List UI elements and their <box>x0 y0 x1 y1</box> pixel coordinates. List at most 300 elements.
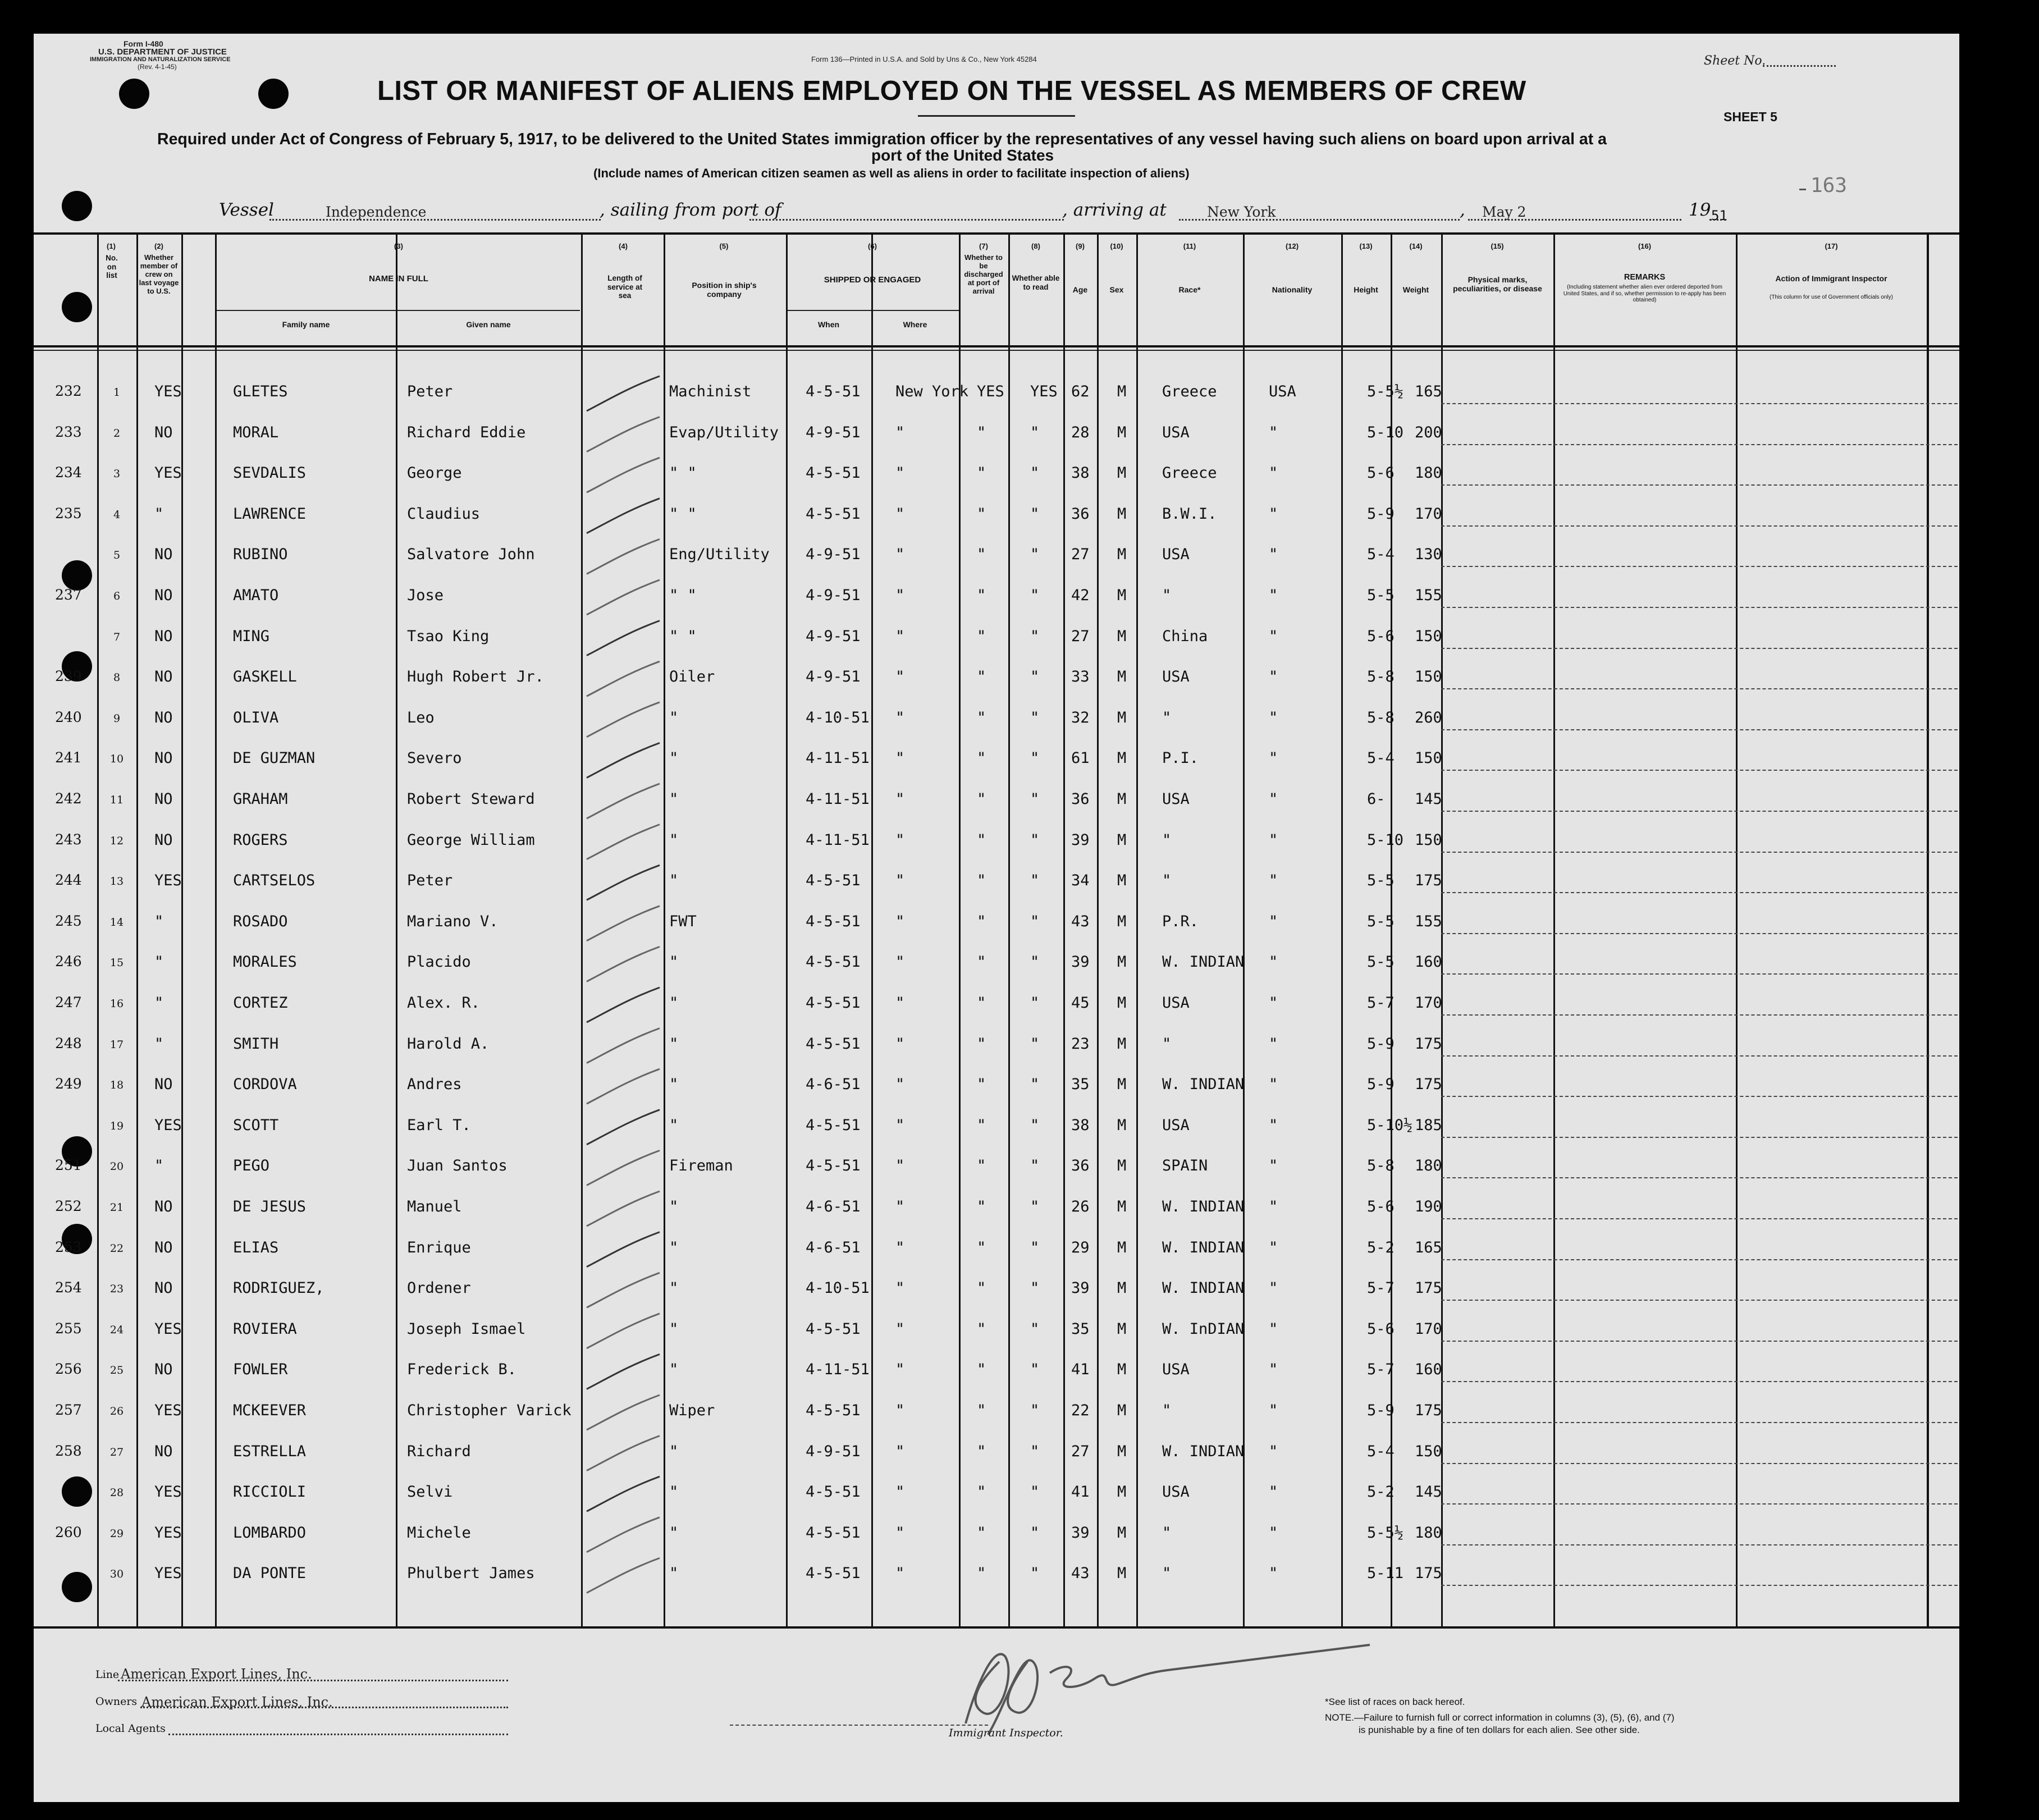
row-race: " <box>1162 1402 1172 1419</box>
row-shipped-where: New York <box>895 383 969 400</box>
row-given-name: Harold A. <box>407 1035 490 1053</box>
col-3a-header: Family name <box>282 320 330 329</box>
row-previous-voyage: " <box>154 1035 164 1053</box>
row-position: Eng/Utility <box>669 546 770 564</box>
row-shipped-when: 4-6-51 <box>806 1198 861 1215</box>
col-8-header: Whether able to read <box>1012 274 1060 291</box>
row-able-to-read: " <box>1030 1035 1040 1053</box>
service-slash-mark <box>587 784 660 818</box>
row-family-name: MCKEEVER <box>233 1402 307 1419</box>
row-number: 25 <box>109 1364 124 1377</box>
row-able-to-read: " <box>1030 912 1040 930</box>
service-slash-mark <box>587 1436 660 1471</box>
row-able-to-read: " <box>1030 1524 1040 1542</box>
row-race: USA <box>1162 1361 1190 1379</box>
row-able-to-read: " <box>1030 1238 1040 1256</box>
row-able-to-read: " <box>1030 953 1040 971</box>
row-shipped-when: 4-9-51 <box>806 627 861 645</box>
row-age: 42 <box>1071 587 1090 604</box>
row-family-name: ROSADO <box>233 912 288 930</box>
row-discharged: " <box>977 627 986 645</box>
row-nationality: " <box>1269 1483 1278 1501</box>
row-position: " <box>669 831 679 849</box>
row-position: " <box>669 1035 679 1053</box>
row-nationality: " <box>1269 953 1278 971</box>
line-value: American Export Lines, Inc. <box>121 1666 312 1682</box>
row-race: W. INDIAN <box>1162 1279 1245 1297</box>
year-suffix: 51 <box>1711 208 1727 223</box>
row-shipped-where: " <box>895 749 905 767</box>
row-height: 5-8 <box>1367 708 1395 726</box>
local-agents-field <box>168 1734 508 1735</box>
col-2-num: (2) <box>154 242 163 250</box>
row-nationality: " <box>1269 1320 1278 1338</box>
row-serial: 256 <box>55 1361 82 1378</box>
col-11-header: Race* <box>1178 285 1201 294</box>
row-nationality: " <box>1269 505 1278 523</box>
row-able-to-read: " <box>1030 1320 1040 1338</box>
row-position: " " <box>669 627 697 645</box>
row-position: " <box>669 1565 679 1583</box>
row-number: 10 <box>109 753 124 766</box>
row-shipped-where: " <box>895 505 905 523</box>
manifest-page <box>34 34 1959 1802</box>
service-slash-mark <box>587 1069 660 1104</box>
row-shipped-where: " <box>895 1524 905 1542</box>
row-able-to-read: " <box>1030 1361 1040 1379</box>
col-6-header: SHIPPED OR ENGAGED <box>824 275 921 285</box>
row-weight: 130 <box>1415 546 1442 564</box>
col-17-header: Action of Immigrant Inspector <box>1775 274 1887 283</box>
row-previous-voyage: YES <box>154 1116 182 1134</box>
row-discharged: " <box>977 831 986 849</box>
row-given-name: Andres <box>407 1076 462 1094</box>
row-height: 5-5 <box>1367 912 1395 930</box>
row-previous-voyage: NO <box>154 1442 173 1460</box>
row-age: 36 <box>1071 505 1090 523</box>
row-shipped-when: 4-5-51 <box>806 912 861 930</box>
row-sex: M <box>1117 790 1127 808</box>
row-shipped-where: " <box>895 464 905 482</box>
row-previous-voyage: NO <box>154 546 173 564</box>
row-nationality: " <box>1269 1116 1278 1134</box>
row-given-name: Phulbert James <box>407 1565 535 1583</box>
row-position: " " <box>669 505 697 523</box>
row-number: 27 <box>109 1446 124 1458</box>
row-number: 24 <box>109 1323 124 1336</box>
arrival-port: New York <box>1207 204 1276 220</box>
row-previous-voyage: NO <box>154 708 173 726</box>
row-serial: 253 <box>55 1238 82 1255</box>
row-able-to-read: " <box>1030 831 1040 849</box>
row-sex: M <box>1117 1076 1127 1094</box>
row-able-to-read: " <box>1030 1157 1040 1175</box>
row-shipped-when: 4-5-51 <box>806 464 861 482</box>
service-slash-mark <box>587 417 660 452</box>
row-shipped-where: " <box>895 708 905 726</box>
row-shipped-when: 4-5-51 <box>806 383 861 400</box>
service-slash-mark <box>587 1273 660 1307</box>
row-able-to-read: " <box>1030 1279 1040 1297</box>
row-race: P.I. <box>1162 749 1199 767</box>
row-number: 1 <box>113 386 121 399</box>
row-shipped-when: 4-5-51 <box>806 1157 861 1175</box>
row-previous-voyage: " <box>154 994 164 1012</box>
col-7-num: (7) <box>979 242 988 250</box>
row-previous-voyage: NO <box>154 627 173 645</box>
row-number: 29 <box>109 1527 124 1540</box>
row-height: 5-5½ <box>1367 1524 1404 1542</box>
row-age: 39 <box>1071 953 1090 971</box>
row-age: 22 <box>1071 1402 1090 1419</box>
row-nationality: " <box>1269 831 1278 849</box>
row-serial: 239 <box>55 668 82 685</box>
printer-note: Form 136—Printed in U.S.A. and Sold by Uns & Co., New York 45284 <box>811 55 1037 63</box>
col-3-header: NAME IN FULL <box>369 274 428 283</box>
service-slash-mark <box>587 946 660 981</box>
row-able-to-read: " <box>1030 505 1040 523</box>
col-16-instructions: (Including statement whether alien ever ordered deported from United States, and if so, whether permission to re-apply has been obtained) <box>1563 284 1726 303</box>
row-discharged: " <box>977 1116 986 1134</box>
row-able-to-read: " <box>1030 1116 1040 1134</box>
row-shipped-when: 4-5-51 <box>806 1483 861 1501</box>
row-nationality: " <box>1269 1279 1278 1297</box>
row-discharged: " <box>977 668 986 686</box>
row-height: 5-5½ <box>1367 383 1404 400</box>
row-sex: M <box>1117 1198 1127 1215</box>
row-shipped-where: " <box>895 1279 905 1297</box>
row-previous-voyage: YES <box>154 1483 182 1501</box>
service-slash-mark <box>587 458 660 492</box>
row-nationality: " <box>1269 1565 1278 1583</box>
row-given-name: Leo <box>407 708 435 726</box>
row-weight: 170 <box>1415 1320 1442 1338</box>
row-given-name: Jose <box>407 587 444 604</box>
row-shipped-where: " <box>895 912 905 930</box>
row-previous-voyage: NO <box>154 749 173 767</box>
vessel-label: Vessel <box>219 200 274 220</box>
row-age: 45 <box>1071 994 1090 1012</box>
row-age: 35 <box>1071 1076 1090 1094</box>
row-height: 6- <box>1367 790 1386 808</box>
row-sex: M <box>1117 1402 1127 1419</box>
row-weight: 145 <box>1415 1483 1442 1501</box>
subtitle-line-2: port of the United States <box>871 147 1054 164</box>
sailing-label: , sailing from port of <box>600 200 781 220</box>
row-weight: 180 <box>1415 464 1442 482</box>
row-sex: M <box>1117 505 1127 523</box>
row-age: 23 <box>1071 1035 1090 1053</box>
row-shipped-when: 4-5-51 <box>806 505 861 523</box>
row-race: " <box>1162 587 1172 604</box>
row-weight: 190 <box>1415 1198 1442 1215</box>
row-previous-voyage: NO <box>154 1238 173 1256</box>
row-previous-voyage: NO <box>154 423 173 441</box>
row-shipped-when: 4-6-51 <box>806 1238 861 1256</box>
row-able-to-read: " <box>1030 872 1040 890</box>
row-able-to-read: " <box>1030 627 1040 645</box>
row-race: " <box>1162 1565 1172 1583</box>
row-height: 5-8 <box>1367 1157 1395 1175</box>
row-position: " <box>669 1442 679 1460</box>
row-number: 20 <box>109 1160 124 1173</box>
row-family-name: CARTSELOS <box>233 872 316 890</box>
row-sex: M <box>1117 1157 1127 1175</box>
row-previous-voyage: YES <box>154 872 182 890</box>
row-race: Greece <box>1162 464 1217 482</box>
row-serial: 244 <box>55 872 82 889</box>
row-position: " <box>669 1198 679 1215</box>
row-given-name: Juan Santos <box>407 1157 508 1175</box>
row-sex: M <box>1117 1238 1127 1256</box>
arrival-date: May 2 <box>1482 204 1526 220</box>
row-position: " " <box>669 464 697 482</box>
row-sex: M <box>1117 668 1127 686</box>
line-label: Line <box>95 1668 120 1681</box>
row-number: 30 <box>109 1568 124 1581</box>
col-4-header: Length of service at sea <box>607 274 643 300</box>
service-slash-mark <box>587 743 660 778</box>
row-height: 5-7 <box>1367 1279 1395 1297</box>
col-11-num: (11) <box>1183 242 1196 250</box>
row-sex: M <box>1117 994 1127 1012</box>
row-position: Oiler <box>669 668 715 686</box>
row-nationality: " <box>1269 1442 1278 1460</box>
row-sex: M <box>1117 1279 1127 1297</box>
row-serial: 246 <box>55 953 82 970</box>
row-previous-voyage: NO <box>154 1198 173 1215</box>
row-age: 28 <box>1071 423 1090 441</box>
row-given-name: George William <box>407 831 535 849</box>
row-height: 5-7 <box>1367 994 1395 1012</box>
row-weight: 180 <box>1415 1524 1442 1542</box>
row-family-name: DA PONTE <box>233 1565 307 1583</box>
page-stamp-number: 163 <box>1811 174 1848 197</box>
service-slash-mark <box>587 987 660 1022</box>
agency-line-1: U.S. DEPARTMENT OF JUSTICE <box>98 47 227 57</box>
penalty-note-2: is punishable by a fine of ten dollars for each alien. See other side. <box>1359 1725 1640 1735</box>
sheet-number-text: Sheet No. <box>1704 54 1766 68</box>
row-height: 5-9 <box>1367 1402 1395 1419</box>
owners-value: American Export Lines, Inc. <box>141 1694 333 1710</box>
row-discharged: " <box>977 1565 986 1583</box>
row-serial: 248 <box>55 1035 82 1051</box>
row-height: 5-4 <box>1367 749 1395 767</box>
row-given-name: Peter <box>407 383 453 400</box>
row-shipped-where: " <box>895 1442 905 1460</box>
row-age: 36 <box>1071 1157 1090 1175</box>
row-able-to-read: " <box>1030 464 1040 482</box>
row-shipped-when: 4-10-51 <box>806 708 870 726</box>
col-9-num: (9) <box>1076 242 1085 250</box>
row-weight: 150 <box>1415 1442 1442 1460</box>
subtitle-line-3: (Include names of American citizen seamen as well as aliens in order to facilitate inspection of aliens) <box>593 166 1190 180</box>
row-family-name: ROVIERA <box>233 1320 297 1338</box>
row-discharged: " <box>977 1076 986 1094</box>
service-slash-mark <box>587 1110 660 1145</box>
row-discharged: " <box>977 1361 986 1379</box>
row-height: 5-2 <box>1367 1483 1395 1501</box>
row-nationality: " <box>1269 423 1278 441</box>
col-15-header: Physical marks, peculiarities, or disease <box>1453 275 1542 294</box>
row-shipped-where: " <box>895 1361 905 1379</box>
row-sex: M <box>1117 912 1127 930</box>
row-number: 28 <box>109 1487 124 1499</box>
row-family-name: LOMBARDO <box>233 1524 307 1542</box>
col-2-header: Whether member of crew on last voyage to U.S. <box>139 253 179 295</box>
row-age: 27 <box>1071 627 1090 645</box>
row-serial: 249 <box>55 1076 82 1092</box>
row-number: 17 <box>109 1038 124 1051</box>
service-slash-mark <box>587 906 660 941</box>
row-able-to-read: " <box>1030 423 1040 441</box>
year-prefix: 19 <box>1689 200 1711 220</box>
date-comma: , <box>1460 200 1465 220</box>
row-shipped-when: 4-10-51 <box>806 1279 870 1297</box>
row-height: 5-11 <box>1367 1565 1404 1583</box>
service-slash-mark <box>587 1354 660 1389</box>
row-position: FWT <box>669 912 697 930</box>
row-shipped-when: 4-9-51 <box>806 587 861 604</box>
service-slash-mark <box>587 1028 660 1063</box>
row-given-name: Selvi <box>407 1483 453 1501</box>
row-family-name: LAWRENCE <box>233 505 307 523</box>
row-shipped-where: " <box>895 1116 905 1134</box>
row-number: 3 <box>113 468 121 481</box>
row-sex: M <box>1117 587 1127 604</box>
row-family-name: DE JESUS <box>233 1198 307 1215</box>
row-sex: M <box>1117 1116 1127 1134</box>
row-family-name: RODRIGUEZ, <box>233 1279 324 1297</box>
row-age: 27 <box>1071 1442 1090 1460</box>
row-previous-voyage: " <box>154 505 164 523</box>
row-age: 38 <box>1071 1116 1090 1134</box>
row-number: 15 <box>109 957 124 970</box>
row-family-name: ELIAS <box>233 1238 279 1256</box>
row-race: B.W.I. <box>1162 505 1217 523</box>
row-family-name: SMITH <box>233 1035 279 1053</box>
row-nationality: " <box>1269 1076 1278 1094</box>
row-number: 2 <box>113 427 121 440</box>
row-race: USA <box>1162 790 1190 808</box>
row-family-name: PEGO <box>233 1157 270 1175</box>
row-weight: 175 <box>1415 872 1442 890</box>
row-shipped-when: 4-9-51 <box>806 668 861 686</box>
row-sex: M <box>1117 872 1127 890</box>
service-slash-mark <box>587 825 660 859</box>
row-able-to-read: " <box>1030 668 1040 686</box>
row-family-name: GASKELL <box>233 668 297 686</box>
row-position: " " <box>669 587 697 604</box>
col-17-num: (17) <box>1825 242 1838 250</box>
col-12-header: Nationality <box>1272 285 1313 294</box>
row-weight: 150 <box>1415 749 1442 767</box>
row-previous-voyage: YES <box>154 383 182 400</box>
row-family-name: FOWLER <box>233 1361 288 1379</box>
service-slash-mark <box>587 1558 660 1593</box>
row-nationality: USA <box>1269 383 1296 400</box>
row-weight: 175 <box>1415 1279 1442 1297</box>
col-3b-header: Given name <box>466 320 511 329</box>
row-given-name: Richard <box>407 1442 471 1460</box>
row-previous-voyage: YES <box>154 1524 182 1542</box>
row-position: " <box>669 1279 679 1297</box>
col-9-header: Age <box>1072 285 1088 294</box>
row-previous-voyage: YES <box>154 1565 182 1583</box>
row-shipped-when: 4-9-51 <box>806 1442 861 1460</box>
col-13-header: Height <box>1354 285 1378 294</box>
row-shipped-where: " <box>895 627 905 645</box>
row-nationality: " <box>1269 912 1278 930</box>
col-10-num: (10) <box>1110 242 1123 250</box>
row-sex: M <box>1117 1565 1127 1583</box>
row-weight: 150 <box>1415 627 1442 645</box>
row-discharged: " <box>977 872 986 890</box>
row-number: 12 <box>109 834 124 847</box>
service-slash-mark <box>587 1232 660 1267</box>
row-position: " <box>669 1361 679 1379</box>
row-race: W. INDIAN <box>1162 1442 1245 1460</box>
row-number: 23 <box>109 1283 124 1296</box>
vessel-name: Independence <box>326 204 427 220</box>
row-age: 41 <box>1071 1483 1090 1501</box>
row-previous-voyage: YES <box>154 1320 182 1338</box>
row-able-to-read: YES <box>1030 383 1058 400</box>
row-serial: 240 <box>55 708 82 725</box>
row-previous-voyage: YES <box>154 464 182 482</box>
row-nationality: " <box>1269 790 1278 808</box>
row-position: " <box>669 790 679 808</box>
service-slash-mark <box>587 661 660 696</box>
row-discharged: " <box>977 912 986 930</box>
arriving-label: , arriving at <box>1062 200 1167 220</box>
row-race: USA <box>1162 546 1190 564</box>
row-given-name: Alex. R. <box>407 994 481 1012</box>
row-sex: M <box>1117 1442 1127 1460</box>
row-shipped-where: " <box>895 1157 905 1175</box>
row-discharged: YES <box>977 383 1004 400</box>
row-shipped-when: 4-5-51 <box>806 1035 861 1053</box>
row-given-name: Claudius <box>407 505 481 523</box>
col-5-num: (5) <box>719 242 729 250</box>
row-race: USA <box>1162 423 1190 441</box>
row-weight: 160 <box>1415 1361 1442 1379</box>
row-number: 22 <box>109 1242 124 1255</box>
col-16-num: (16) <box>1638 242 1652 250</box>
row-age: 43 <box>1071 1565 1090 1583</box>
row-able-to-read: " <box>1030 790 1040 808</box>
row-nationality: " <box>1269 1035 1278 1053</box>
row-age: 61 <box>1071 749 1090 767</box>
row-number: 6 <box>113 590 121 602</box>
row-sex: M <box>1117 1035 1127 1053</box>
row-shipped-where: " <box>895 1035 905 1053</box>
row-family-name: DE GUZMAN <box>233 749 316 767</box>
row-shipped-where: " <box>895 423 905 441</box>
row-number: 21 <box>109 1201 124 1214</box>
row-discharged: " <box>977 1238 986 1256</box>
row-shipped-when: 4-11-51 <box>806 831 870 849</box>
row-shipped-where: " <box>895 1238 905 1256</box>
row-position: " <box>669 708 679 726</box>
row-previous-voyage: NO <box>154 1279 173 1297</box>
row-shipped-when: 4-9-51 <box>806 423 861 441</box>
row-able-to-read: " <box>1030 708 1040 726</box>
row-family-name: GRAHAM <box>233 790 288 808</box>
service-slash-mark <box>587 621 660 656</box>
row-weight: 175 <box>1415 1402 1442 1419</box>
row-family-name: GLETES <box>233 383 288 400</box>
